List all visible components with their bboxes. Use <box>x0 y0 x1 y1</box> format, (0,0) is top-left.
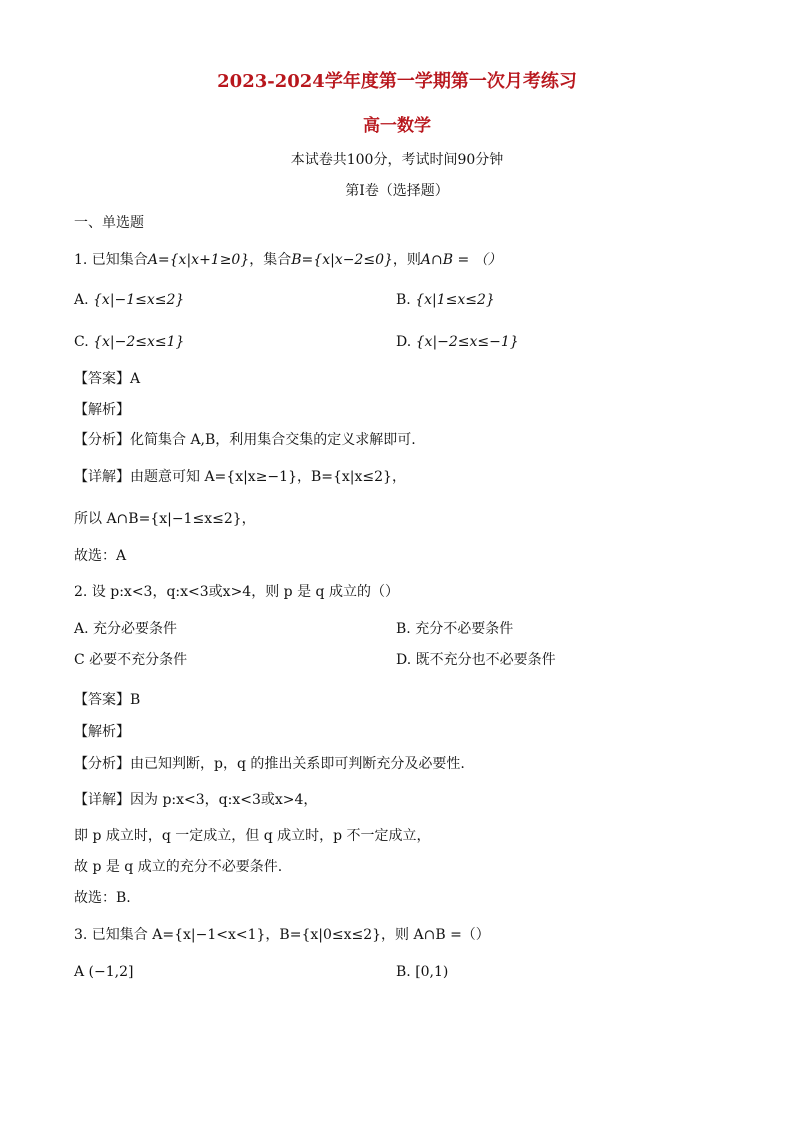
q2-answer-tag: 【答案】 <box>74 692 130 708</box>
q2-fenxi <box>74 754 465 774</box>
exam-info: 本试卷共100分，考试时间90分钟 <box>290 152 504 168</box>
q1-set-b: B={x|x−2≤0} <box>291 252 393 268</box>
q1-option-c-label: C. <box>74 334 89 350</box>
q3-stem: 3. 已知集合 A={x|−1<x<1}，B={x|0≤x≤2}，则 A∩B =（） <box>74 927 490 943</box>
q1-answer <box>74 369 140 389</box>
q2-detail-tag: 【详解】 <box>74 792 130 808</box>
q2-answer-value: B <box>130 692 141 708</box>
q1-answer-value: A <box>130 371 141 387</box>
q2-option-d: D. 既不充分也不必要条件 <box>396 652 556 668</box>
q2-choose: 故选：B. <box>74 890 131 906</box>
q2-line2: 故 p 是 q 成立的充分不必要条件. <box>74 859 283 875</box>
q1-fenxi-tag: 【分析】 <box>74 432 130 448</box>
q1-detail-tag: 【详解】 <box>74 469 130 485</box>
q2-analysis-tag: 【解析】 <box>74 724 130 740</box>
q3-option-a: A (−1,2] <box>74 964 134 980</box>
q1-option-b <box>396 290 495 310</box>
volume-label: 第I卷（选择题） <box>345 183 449 199</box>
q1-stem <box>74 250 502 270</box>
exam-title: 2023-2024学年度第一学期第一次月考练习 <box>217 71 577 92</box>
q1-fenxi <box>74 430 416 450</box>
q1-option-d <box>396 332 519 352</box>
q2-detail <box>74 790 317 810</box>
q1-stem-tail: ，则 <box>392 252 421 268</box>
q2-stem: 2. 设 p:x<3，q:x<3或x>4，则 p 是 q 成立的（） <box>74 584 399 600</box>
q1-option-a <box>74 290 184 310</box>
q1-set-a: A={x|x+1≥0} <box>147 252 250 268</box>
q1-detail-text: 由题意可知 A={x|x≥−1}，B={x|x≤2}， <box>130 469 406 485</box>
q1-choose: 故选：A <box>74 548 127 564</box>
q2-detail-text: 因为 p:x<3，q:x<3或x>4， <box>130 792 318 808</box>
q1-option-b-text: {x|1≤x≤2} <box>415 292 495 308</box>
q2-answer <box>74 690 140 710</box>
q1-option-c <box>74 332 184 352</box>
q1-option-d-label: D. <box>396 334 412 350</box>
q1-option-d-text: {x|−2≤x≤−1} <box>415 334 519 350</box>
q1-ask: A∩B = （） <box>420 252 502 268</box>
q1-option-a-label: A. <box>74 292 89 308</box>
q1-answer-tag: 【答案】 <box>74 371 130 387</box>
q1-option-a-text: {x|−1≤x≤2} <box>93 292 185 308</box>
q1-detail <box>74 467 406 487</box>
q2-fenxi-text: 由已知判断，p，q 的推出关系即可判断充分及必要性. <box>130 756 465 772</box>
q1-so: 所以 A∩B={x|−1≤x≤2}， <box>74 511 256 527</box>
q2-option-a: A. 充分必要条件 <box>74 621 178 637</box>
subject-title: 高一数学 <box>363 116 431 136</box>
q2-line1: 即 p 成立时，q 一定成立，但 q 成立时，p 不一定成立， <box>74 828 431 844</box>
q1-stem-text: 1. 已知集合 <box>74 252 148 268</box>
q1-stem-mid: ，集合 <box>249 252 292 268</box>
q1-option-b-label: B. <box>396 292 411 308</box>
q1-option-c-text: {x|−2≤x≤1} <box>93 334 185 350</box>
q2-option-b: B. 充分不必要条件 <box>396 621 514 637</box>
q1-fenxi-text: 化简集合 A,B，利用集合交集的定义求解即可. <box>130 432 416 448</box>
q2-fenxi-tag: 【分析】 <box>74 756 130 772</box>
q2-option-c: C 必要不充分条件 <box>74 652 188 668</box>
q3-option-b: B. [0,1) <box>396 964 449 980</box>
section-title: 一、单选题 <box>74 215 144 231</box>
q1-analysis-tag: 【解析】 <box>74 402 130 418</box>
